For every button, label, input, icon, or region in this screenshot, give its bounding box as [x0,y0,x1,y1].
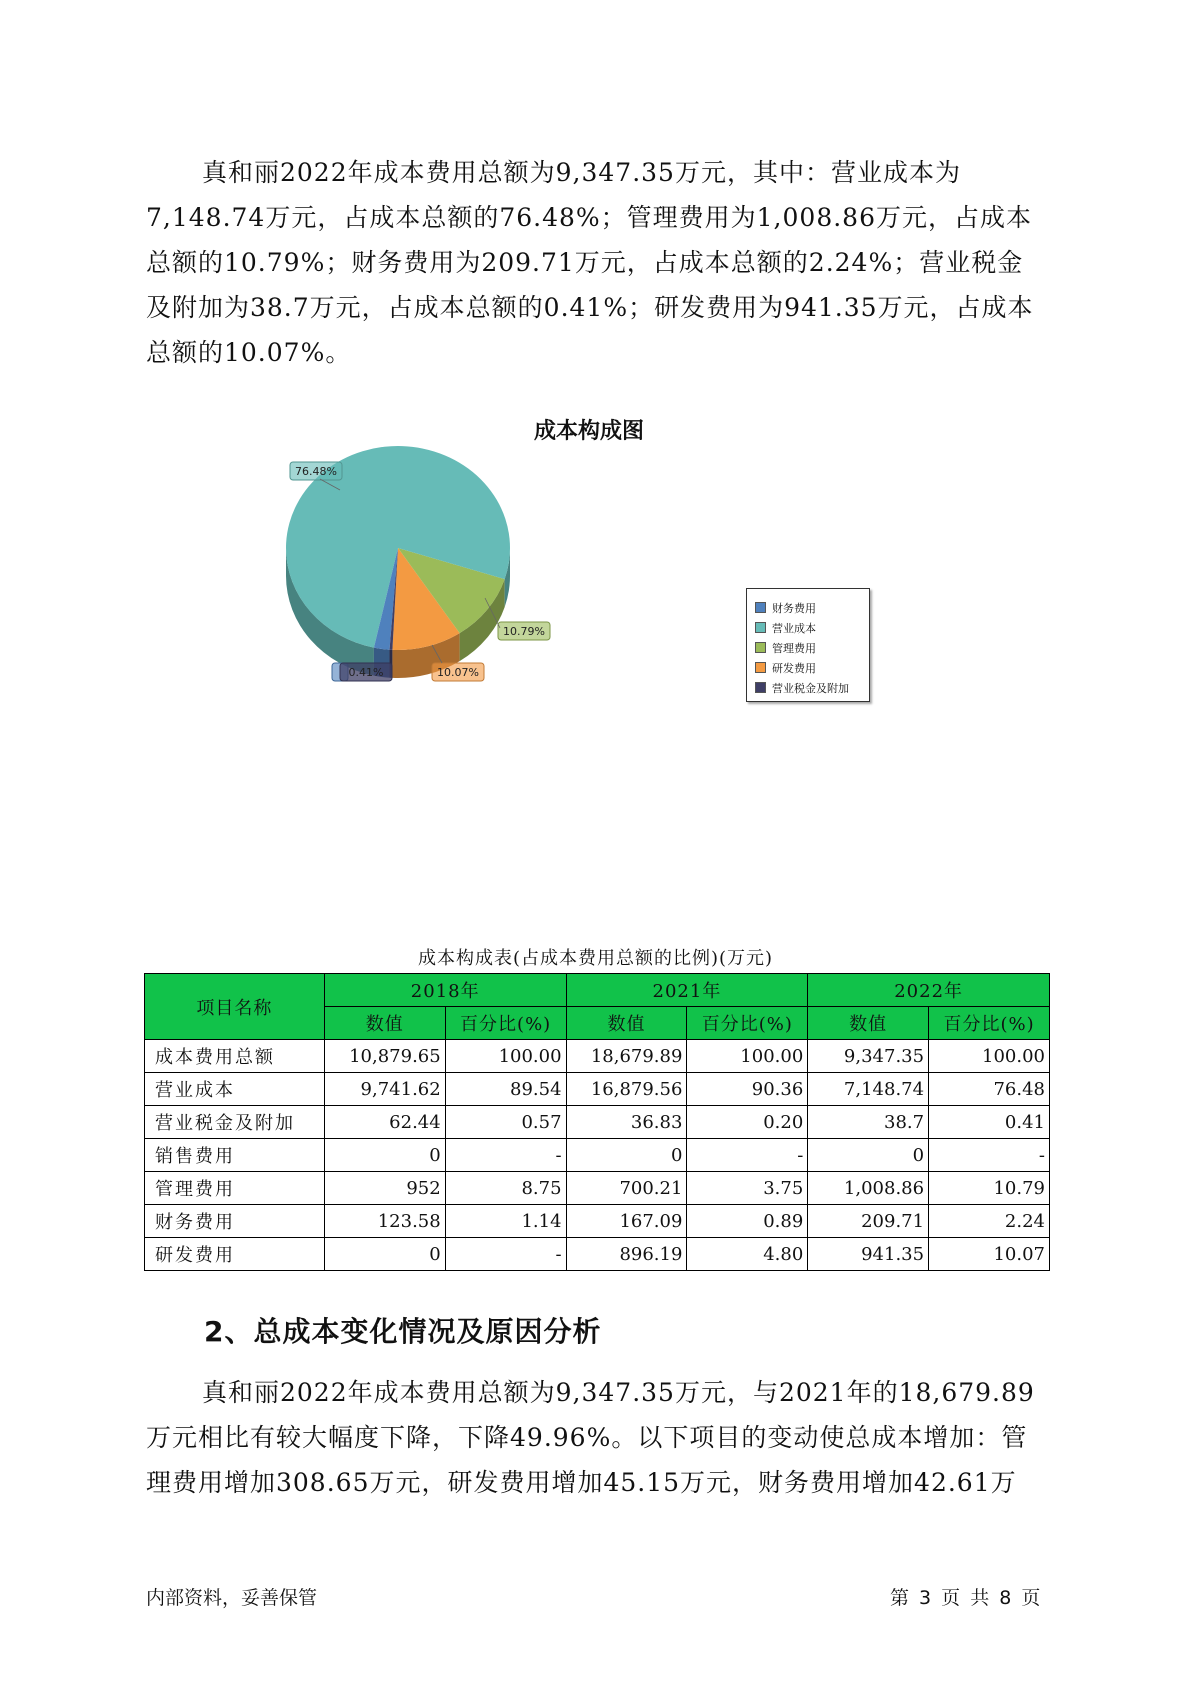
percent-cell: 89.54 [445,1073,566,1106]
pie-data-label [290,462,342,480]
value-cell: 9,741.62 [324,1073,445,1106]
row-label: 财务费用 [145,1205,325,1238]
header-percent: 百分比(%) [929,1007,1050,1040]
percent-cell: - [687,1139,808,1172]
cost-structure-table [144,973,1050,1271]
percent-cell: 100.00 [687,1040,808,1073]
row-label: 管理费用 [145,1172,325,1205]
legend-label: 财务费用 [772,601,816,615]
value-cell: 7,148.74 [808,1073,929,1106]
legend-label: 研发费用 [772,661,816,675]
percent-cell: 100.00 [445,1040,566,1073]
header-percent: 百分比(%) [445,1007,566,1040]
percent-cell: 0.41 [929,1106,1050,1139]
value-cell: 9,347.35 [808,1040,929,1073]
percent-cell: 76.48 [929,1073,1050,1106]
legend-item [747,678,869,697]
percent-cell: 0.20 [687,1106,808,1139]
value-cell: 0 [808,1139,929,1172]
legend-item [747,598,869,617]
percent-cell: 8.75 [445,1172,566,1205]
header-value: 数值 [324,1007,445,1040]
section-heading: 2、总成本变化情况及原因分析 [204,1315,602,1348]
table-row [145,1238,1050,1271]
value-cell: 896.19 [566,1238,687,1271]
value-cell: 10,879.65 [324,1040,445,1073]
value-cell: 941.35 [808,1238,929,1271]
value-cell: 700.21 [566,1172,687,1205]
legend-swatch [755,642,766,653]
pie-label-text: 10.79% [503,625,545,638]
pie-label-text: 0.41% [348,666,384,679]
table-row [145,1040,1050,1073]
legend-item [747,658,869,677]
analysis-paragraph: 真和丽2022年成本费用总额为9,347.35万元，与2021年的18,679.89万元相比有较大幅度下降，下降49.96%。以下项目的变动使总成本增加：管理费用增加308.65万元，研发费用增加45.15万元，财务费用增加42.61万 [146,1378,1035,1497]
table-row [145,1139,1050,1172]
pie-chart [280,465,580,710]
value-cell: 36.83 [566,1106,687,1139]
row-label: 营业成本 [145,1073,325,1106]
legend-item [747,638,869,657]
pie-data-label [432,663,484,681]
value-cell: 123.58 [324,1205,445,1238]
value-cell: 952 [324,1172,445,1205]
value-cell: 0 [566,1139,687,1172]
pie-data-label [340,663,392,681]
percent-cell: 4.80 [687,1238,808,1271]
legend-label: 管理费用 [772,641,816,655]
footer-page-number: 第 3 页 共 8 页 [890,1587,1041,1609]
value-cell: 18,679.89 [566,1040,687,1073]
pie-data-label [498,622,550,640]
header-year-2022: 2022年 [808,974,1050,1007]
percent-cell: 2.24 [929,1205,1050,1238]
table-caption: 成本构成表(占成本费用总额的比例)(万元) [417,948,774,969]
footer-confidential: 内部资料，妥善保管 [146,1587,318,1609]
percent-cell: 10.79 [929,1172,1050,1205]
intro-paragraph: 真和丽2022年成本费用总额为9,347.35万元，其中：营业成本为7,148.74万元，占成本总额的76.48%；管理费用为1,008.86万元，占成本总额的10.79%；财务费用为209.71万元，占成本总额的2.24%；营业税金及附加为38.7万元，占成本总额的0.41%；研发费用为941.35万元，占成本总额的10.07%。 [146,158,1034,367]
legend-swatch [755,662,766,673]
header-year-2018: 2018年 [324,974,566,1007]
legend-swatch [755,622,766,633]
percent-cell: 0.89 [687,1205,808,1238]
header-percent: 百分比(%) [687,1007,808,1040]
percent-cell: 100.00 [929,1040,1050,1073]
value-cell: 1,008.86 [808,1172,929,1205]
percent-cell: 3.75 [687,1172,808,1205]
value-cell: 38.7 [808,1106,929,1139]
legend-swatch [755,682,766,693]
value-cell: 167.09 [566,1205,687,1238]
row-label: 研发费用 [145,1238,325,1271]
table-row [145,1073,1050,1106]
header-value: 数值 [566,1007,687,1040]
table-row [145,1205,1050,1238]
value-cell: 0 [324,1238,445,1271]
pie-label-text: 10.07% [437,666,479,679]
table-row [145,1106,1050,1139]
value-cell: 209.71 [808,1205,929,1238]
header-item-name: 项目名称 [145,974,325,1040]
legend-swatch [755,602,766,613]
chart-legend [746,588,870,702]
percent-cell: - [445,1139,566,1172]
table-row [145,1172,1050,1205]
value-cell: 16,879.56 [566,1073,687,1106]
row-label: 销售费用 [145,1139,325,1172]
legend-item [747,618,869,637]
percent-cell: - [929,1139,1050,1172]
header-value: 数值 [808,1007,929,1040]
row-label: 成本费用总额 [145,1040,325,1073]
percent-cell: 10.07 [929,1238,1050,1271]
percent-cell: 0.57 [445,1106,566,1139]
value-cell: 62.44 [324,1106,445,1139]
row-label: 营业税金及附加 [145,1106,325,1139]
percent-cell: - [445,1238,566,1271]
header-year-2021: 2021年 [566,974,808,1007]
legend-label: 营业成本 [772,621,816,635]
percent-cell: 1.14 [445,1205,566,1238]
pie-label-text: 76.48% [295,465,337,478]
chart-title: 成本构成图 [534,419,645,444]
percent-cell: 90.36 [687,1073,808,1106]
legend-label: 营业税金及附加 [772,681,849,695]
value-cell: 0 [324,1139,445,1172]
